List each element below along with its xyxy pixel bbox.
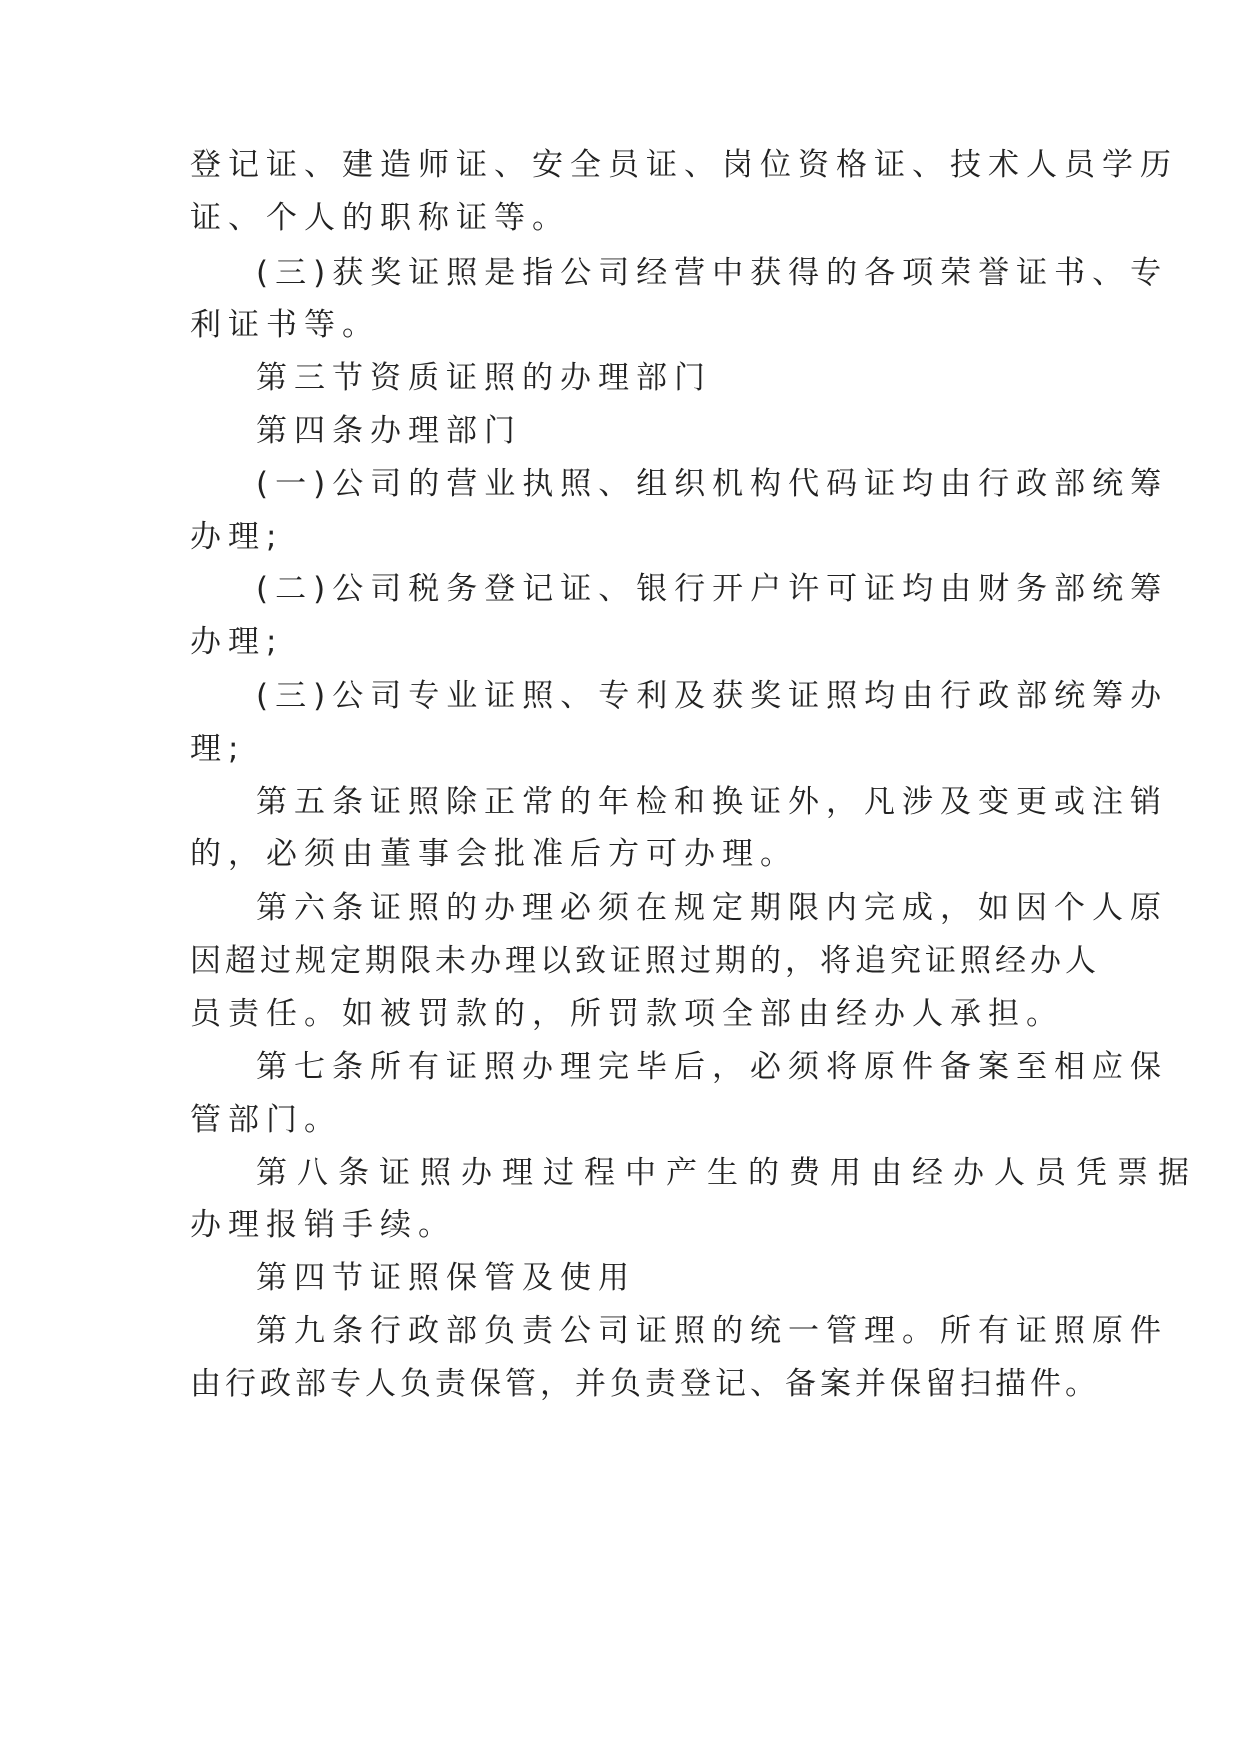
text-line: 证、个人的职称证等。 — [190, 200, 570, 236]
text-line: 登记证、建造师证、安全员证、岗位资格证、技术人员学历 — [190, 147, 1178, 183]
text-line: 第九条行政部负责公司证照的统一管理。所有证照原件 — [256, 1313, 1168, 1349]
text-line: 办理; — [190, 624, 284, 660]
text-line: 第七条所有证照办理完毕后，必须将原件备案至相应保 — [256, 1049, 1168, 1085]
article-heading: 第四条办理部门 — [256, 413, 522, 449]
text-line: 由行政部专人负责保管，并负责登记、备案并保留扫描件。 — [190, 1366, 1100, 1402]
text-line: 员责任。如被罚款的，所罚款项全部由经办人承担。 — [190, 996, 1064, 1032]
text-line: (三)公司专业证照、专利及获奖证照均由行政部统筹办 — [256, 678, 1169, 714]
text-line: 理; — [190, 731, 246, 767]
text-line: (二)公司税务登记证、银行开户许可证均由财务部统筹 — [256, 571, 1169, 607]
text-line: 管部门。 — [190, 1102, 342, 1138]
text-line: 第五条证照除正常的年检和换证外，凡涉及变更或注销 — [256, 784, 1168, 820]
text-line: 的，必须由董事会批准后方可办理。 — [190, 836, 798, 872]
text-line: (一)公司的营业执照、组织机构代码证均由行政部统筹 — [256, 466, 1169, 502]
section-heading: 第三节资质证照的办理部门 — [256, 360, 712, 396]
text-line: (三)获奖证照是指公司经营中获得的各项荣誉证书、专 — [256, 255, 1169, 291]
text-line: 第八条证照办理过程中产生的费用由经办人员凭票据 — [256, 1155, 1199, 1191]
section-heading: 第四节证照保管及使用 — [256, 1260, 636, 1296]
text-line: 利证书等。 — [190, 307, 380, 343]
text-line: 第六条证照的办理必须在规定期限内完成，如因个人原 — [256, 890, 1168, 926]
text-line: 办理报销手续。 — [190, 1207, 456, 1243]
text-line: 因超过规定期限未办理以致证照过期的，将追究证照经办人 — [190, 943, 1100, 979]
text-line: 办理; — [190, 519, 284, 555]
